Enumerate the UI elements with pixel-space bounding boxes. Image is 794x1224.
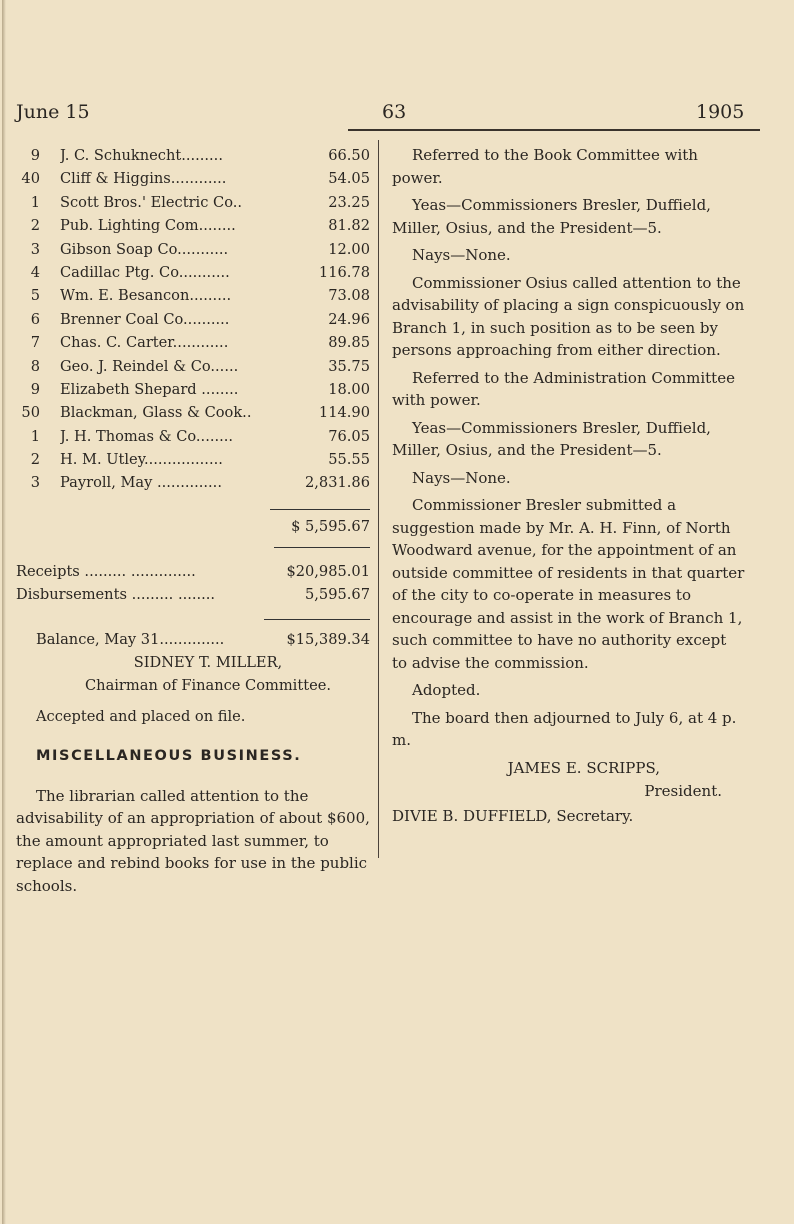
paragraph-nays-2: Nays—None. — [412, 468, 511, 487]
ledger-name: Blackman, Glass & Cook.. — [60, 404, 252, 422]
paragraph-adjourned: The board then adjourned to July 6, at 4 p. m. — [392, 708, 737, 749]
ledger-name: H. M. Utley................. — [60, 451, 223, 469]
paragraph-yeas-1: Yeas—Commissioners Bresler, Duffield, Miller, Osius, and the President—5. — [392, 196, 711, 237]
receipts-value: $20,985.01 — [286, 562, 370, 580]
ledger-amount: 18.00 — [328, 380, 370, 398]
ledger-name: Gibson Soap Co........... — [60, 240, 229, 258]
ledger-name: Brenner Coal Co.......... — [60, 310, 230, 328]
secretary-signature: DIVIE B. DUFFIELD, Secretary. — [392, 806, 634, 825]
total-rule-bottom — [274, 547, 370, 548]
ledger-num: 1 — [30, 193, 40, 211]
ledger-num: 3 — [30, 474, 40, 492]
ledger-name: Pub. Lighting Com........ — [60, 217, 236, 235]
header-date: June 15 — [16, 101, 90, 123]
accepted-note: Accepted and placed on file. — [36, 707, 246, 725]
ledger-amount: 76.05 — [328, 427, 370, 445]
paragraph-nays-1: Nays—None. — [412, 246, 511, 264]
column-divider — [378, 140, 379, 858]
ledger-amount: 2,831.86 — [305, 474, 370, 492]
ledger-amount: 12.00 — [328, 240, 370, 258]
balance-row — [16, 628, 370, 651]
ledger-row — [16, 308, 370, 331]
president-name: JAMES E. SCRIPPS, — [507, 758, 660, 777]
ledger-name: J. C. Schuknecht......... — [60, 147, 223, 164]
ledger-num: 1 — [30, 427, 40, 445]
ledger-row — [16, 284, 370, 307]
ledger-num: 3 — [30, 240, 40, 258]
ledger-amount: 24.96 — [328, 310, 370, 328]
ledger-amount: 116.78 — [318, 263, 370, 281]
ledger-amount: 66.50 — [328, 147, 370, 164]
ledger-total: $ 5,595.67 — [291, 517, 370, 535]
ledger-name: Cadillac Ptg. Co........... — [60, 263, 230, 281]
ledger-num: 4 — [30, 263, 40, 281]
page-edge-shadow — [2, 0, 6, 1224]
ledger-list — [16, 144, 370, 495]
ledger-name: Cliff & Higgins............ — [60, 170, 227, 188]
ledger-row — [16, 378, 370, 401]
ledger-num: 7 — [30, 334, 40, 352]
ledger-amount: 55.55 — [328, 451, 370, 469]
ledger-num: 50 — [21, 404, 40, 422]
paragraph-yeas-2: Yeas—Commissioners Bresler, Duffield, Miller, Osius, and the President—5. — [392, 418, 711, 459]
librarian-paragraph: The librarian called attention to the advisability of an appropriation of about $600, the amount appropriated last summer, to replace and rebind books for use in the public schools. — [16, 786, 370, 895]
balance-rule — [264, 619, 370, 620]
ledger-amount: 114.90 — [318, 404, 370, 422]
receipts-label: Receipts ......... .............. — [16, 562, 196, 580]
ledger-name: J. H. Thomas & Co........ — [60, 427, 234, 445]
ledger-row — [16, 331, 370, 354]
ledger-amount: 35.75 — [328, 357, 370, 375]
right-column — [392, 144, 746, 828]
header-rule — [348, 129, 760, 131]
ledger-amount: 54.05 — [328, 170, 370, 188]
finance-signer-title: Chairman of Finance Committee. — [85, 676, 331, 694]
paragraph-adopted: Adopted. — [412, 681, 481, 699]
left-column — [16, 144, 370, 897]
ledger-name: Payroll, May .............. — [60, 474, 222, 492]
receipts-row — [16, 560, 370, 583]
ledger-amount: 73.08 — [328, 287, 370, 305]
header-year: 1905 — [696, 101, 745, 123]
disbursements-row — [16, 583, 370, 606]
ledger-num: 9 — [30, 380, 40, 398]
paragraph-referred-admin: Referred to the Administration Committee with power. — [392, 368, 735, 409]
ledger-row — [16, 167, 370, 190]
ledger-row — [16, 191, 370, 214]
ledger-num: 9 — [30, 147, 40, 164]
ledger-row — [16, 214, 370, 237]
finance-signer: SIDNEY T. MILLER, — [133, 653, 283, 671]
ledger-row — [16, 355, 370, 378]
ledger-name: Chas. C. Carter............ — [60, 334, 229, 352]
ledger-name: Geo. J. Reindel & Co...... — [60, 357, 239, 375]
ledger-amount: 23.25 — [328, 193, 370, 211]
disbursements-label: Disbursements ......... ........ — [16, 585, 216, 603]
total-rule — [270, 509, 370, 510]
ledger-name: Wm. E. Besancon......... — [60, 287, 232, 305]
ledger-amount: 89.85 — [328, 334, 370, 352]
paragraph-bresler-suggestion: Commissioner Bresler submitted a suggestion made by Mr. A. H. Finn, of North Woodward avenue, for the appointment of an outside committee of residents in that quarter of the city to co-operate in measures to encourage and assist in the work of Branch 1, such committee to have no authority except to advise the commission. — [392, 496, 745, 672]
ledger-row — [16, 261, 370, 284]
ledger-row — [16, 401, 370, 424]
ledger-name: Elizabeth Shepard ........ — [60, 380, 239, 398]
paragraph-osius-sign: Commissioner Osius called attention to the advisability of placing a sign conspicuously on Branch 1, in such position as to be seen by persons approaching from either direction. — [392, 273, 745, 359]
ledger-row — [16, 471, 370, 494]
ledger-num: 8 — [30, 357, 40, 375]
ledger-num: 40 — [21, 170, 40, 188]
ledger-row — [16, 238, 370, 261]
ledger-num: 6 — [30, 310, 40, 328]
balance-value: $15,389.34 — [286, 630, 370, 648]
disbursements-value: 5,595.67 — [305, 585, 370, 603]
ledger-num: 5 — [30, 287, 40, 305]
ledger-num: 2 — [30, 451, 40, 469]
president-title: President. — [644, 781, 722, 800]
ledger-row — [16, 448, 370, 471]
ledger-row — [16, 425, 370, 448]
ledger-name: Scott Bros.' Electric Co.. — [60, 193, 243, 211]
ledger-amount: 81.82 — [328, 217, 370, 235]
ledger-row — [16, 144, 370, 167]
paragraph-referred-book: Referred to the Book Committee with power. — [392, 146, 698, 187]
balance-label: Balance, May 31.............. — [36, 630, 225, 648]
ledger-num: 2 — [30, 217, 40, 235]
section-heading: MISCELLANEOUS BUSINESS. — [36, 747, 302, 764]
page-number: 63 — [382, 101, 407, 123]
